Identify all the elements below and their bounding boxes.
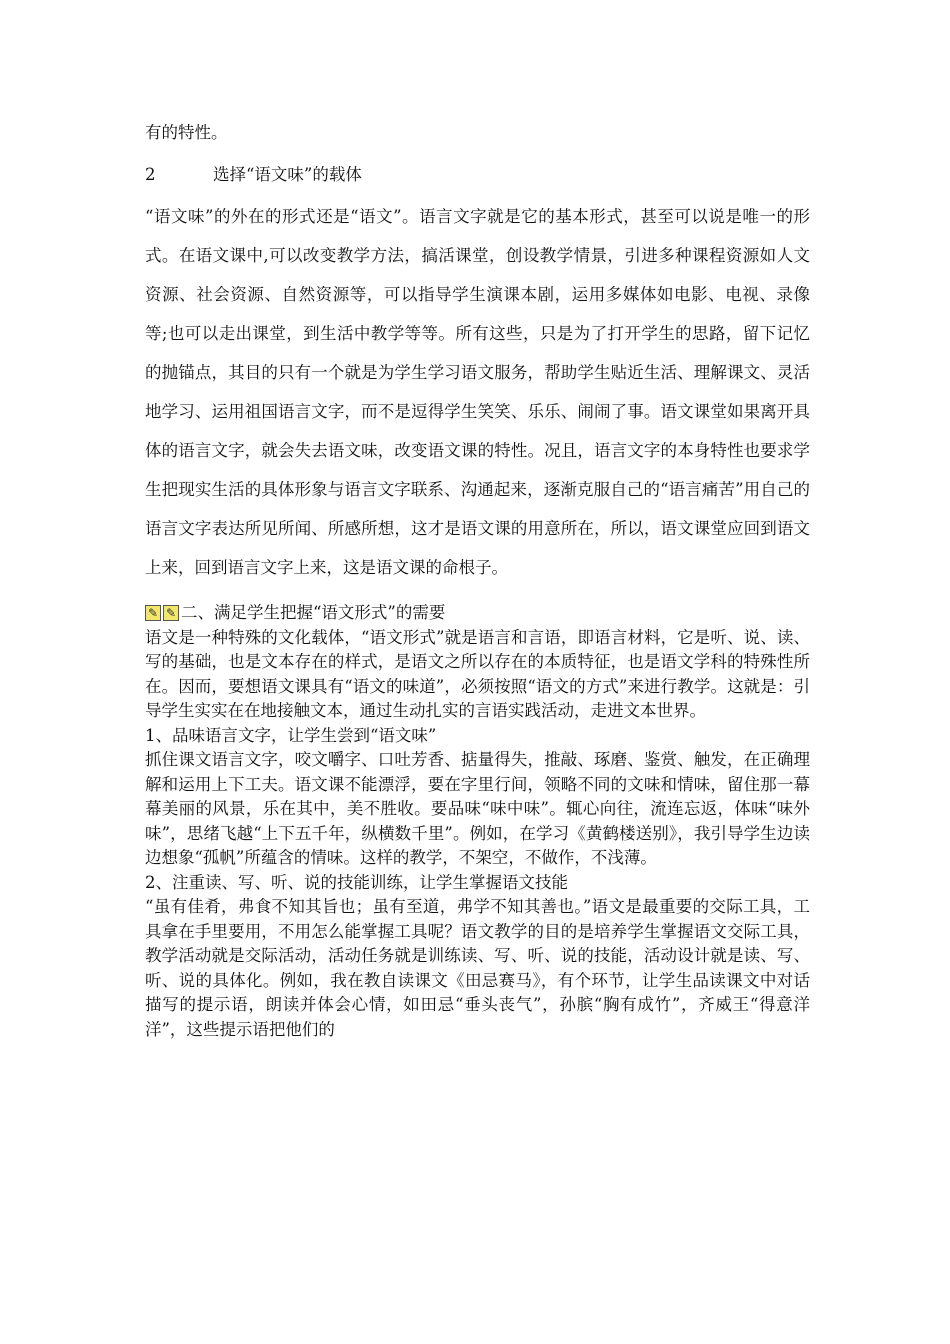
document-page <box>145 0 810 1042</box>
sub-heading-1: 1、品味语言文字，让学生尝到“语文味” <box>145 725 437 745</box>
paragraph-2: 语文是一种特殊的文化载体，“语文形式”就是语言和言语，即语言材料，它是听、说、读、写的基础，也是文本存在的样式，是语文之所以存在的本质特征，也是语文学科的特殊性所在。因而，要想语文课具有“语文的味道”，必须按照“语文的方式”来进行教学。这就是：引导学生实实在在地接触文本，通过生动扎实的言语实践活动，走进文本世界。 <box>145 627 810 720</box>
sub-heading-2: 2、注重读、写、听、说的技能训练，让学生掌握语文技能 <box>145 872 568 892</box>
paragraph-4: “虽有佳肴，弗食不知其旨也；虽有至道，弗学不知其善也。”语文是最重要的交际工具，工具拿在手里要用，不用怎么能掌握工具呢？语文教学的目的是培养学生掌握语文交际工具，教学活动就是交际活动，活动任务就是训练读、写、听、说的技能，活动设计就是读、写、听、说的具体化。例如，我在教自读课文《田忌赛马》，有个环节，让学生品读课文中对话描写的提示语，朗读并体会心情，如田忌“垂头丧气”，孙膑“胸有成竹”，齐威王“得意洋洋”，这些提示语把他们的 <box>145 897 810 1039</box>
section-heading-2 <box>145 155 810 194</box>
heading-icons <box>145 605 179 621</box>
section-title: 选择“语文味”的载体 <box>213 165 362 184</box>
paragraph-3: 抓住课文语言文字，咬文嚼字、口吐芳香、掂量得失，推敲、琢磨、鉴赏、触发，在正确理解和运用上下工夫。语文课不能漂浮，要在字里行间，领略不同的文味和情味，留住那一幕幕美丽的风景，乐在其中，美不胜收。要品味“味中味”。辄心向往，流连忘返，体味“味外味”，思绪飞越“上下五千年，纵横数千里”。例如，在学习《黄鹤楼送别》，我引导学生边读边想象“孤帆”所蕴含的情味。这样的教学，不架空，不做作，不浅薄。 <box>145 750 810 867</box>
edit-icon[interactable]: ✎ <box>145 605 161 621</box>
edit-icon[interactable]: ✎ <box>163 605 179 621</box>
paragraph-1: “语文味”的外在的形式还是“语文”。语言文字就是它的基本形式，甚至可以说是唯一的形式。在语文课中,可以改变教学方法，搞活课堂，创设教学情景，引进多种课程资源如人文资源、社会资源、自然资源等，可以指导学生演课本剧，运用多媒体如电影、电视、录像等;也可以走出课堂，到生活中教学等等。所有这些，只是为了打开学生的思路，留下记忆的抛锚点，其目的只有一个就是为学生学习语文服务，帮助学生贴近生活、理解课文、灵活地学习、运用祖国语言文字，而不是逗得学生笑笑、乐乐、闹闹了事。语文课堂如果离开具体的语言文字，就会失去语文味，改变语文课的特性。况且，语言文字的本身特性也要求学生把现实生活的具体形象与语言文字联系、沟通起来，逐渐克服自己的“语言痛苦”用自己的语言文字表达所见所闻、所感所想，这才是语文课的用意所在，所以，语文课堂应回到语文上来，回到语言文字上来，这是语文课的命根子。 <box>145 207 810 577</box>
part2-heading <box>145 601 810 626</box>
part2-heading-text: 二、满足学生把握“语文形式”的需要 <box>181 603 446 622</box>
top-fragment: 有的特性。 <box>145 123 228 142</box>
section-number: 2 <box>145 165 156 184</box>
